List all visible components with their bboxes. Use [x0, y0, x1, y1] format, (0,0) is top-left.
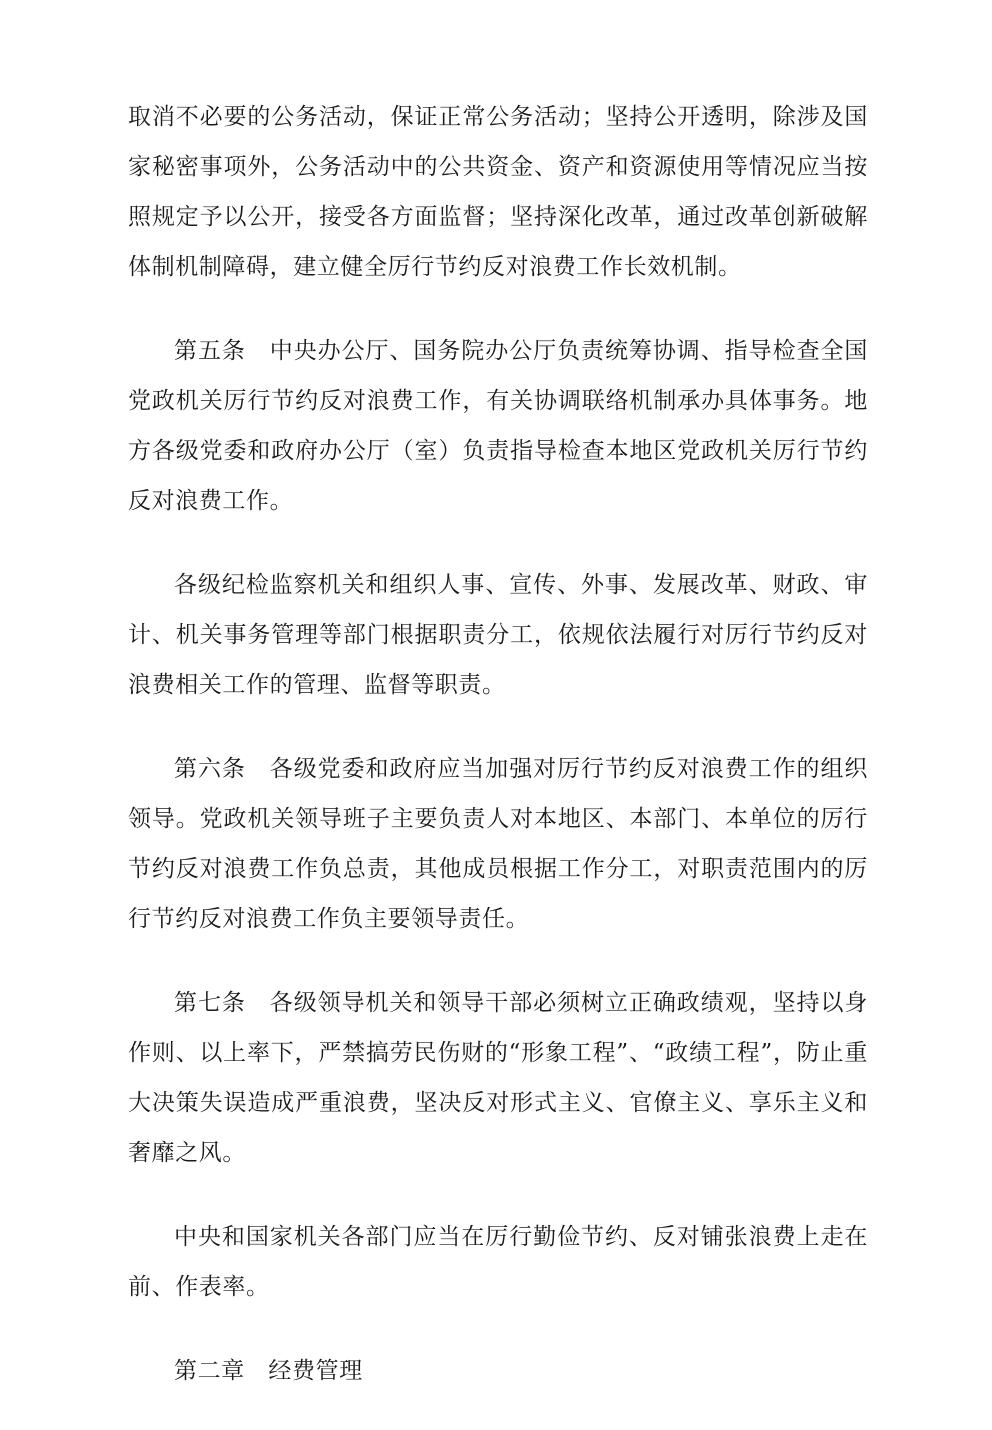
- paragraph-article-6: 第六条 各级党委和政府应当加强对厉行节约反对浪费工作的组织领导。党政机关领导班子主要负责人对本地区、本部门、本单位的厉行节约反对浪费工作负总责，其他成员根据工作分工，对职责范围内的厉行节约反对浪费工作负主要领导责任。: [128, 756, 868, 932]
- chapter-heading-funding-management: 第二章 经费管理: [174, 1358, 363, 1384]
- paragraph-article-5-supervision: 各级纪检监察机关和组织人事、宣传、外事、发展改革、财政、审计、机关事务管理等部门根据职责分工，依规依法履行对厉行节约反对浪费相关工作的管理、监督等职责。: [128, 572, 868, 698]
- paragraph-article-7-central-organs: 中央和国家机关各部门应当在厉行勤俭节约、反对铺张浪费上走在前、作表率。: [128, 1224, 868, 1300]
- paragraph-article-5: 第五条 中央办公厅、国务院办公厅负责统筹协调、指导检查全国党政机关厉行节约反对浪费工作，有关协调联络机制承办具体事务。地方各级党委和政府办公厅（室）负责指导检查本地区党政机关厉行节约反对浪费工作。: [128, 338, 868, 514]
- document-body: [128, 92, 868, 1430]
- paragraph-continued-principles: 取消不必要的公务活动，保证正常公务活动；坚持公开透明，除涉及国家秘密事项外，公务活动中的公共资金、资产和资源使用等情况应当按照规定予以公开，接受各方面监督；坚持深化改革，通过改革创新破解体制机制障碍，建立健全厉行节约反对浪费工作长效机制。: [128, 104, 868, 280]
- paragraph-article-7: 第七条 各级领导机关和领导干部必须树立正确政绩观，坚持以身作则、以上率下，严禁搞劳民伤财的“形象工程”、“政绩工程”，防止重大决策失误造成严重浪费，坚决反对形式主义、官僚主义、享乐主义和奢靡之风。: [128, 990, 868, 1166]
